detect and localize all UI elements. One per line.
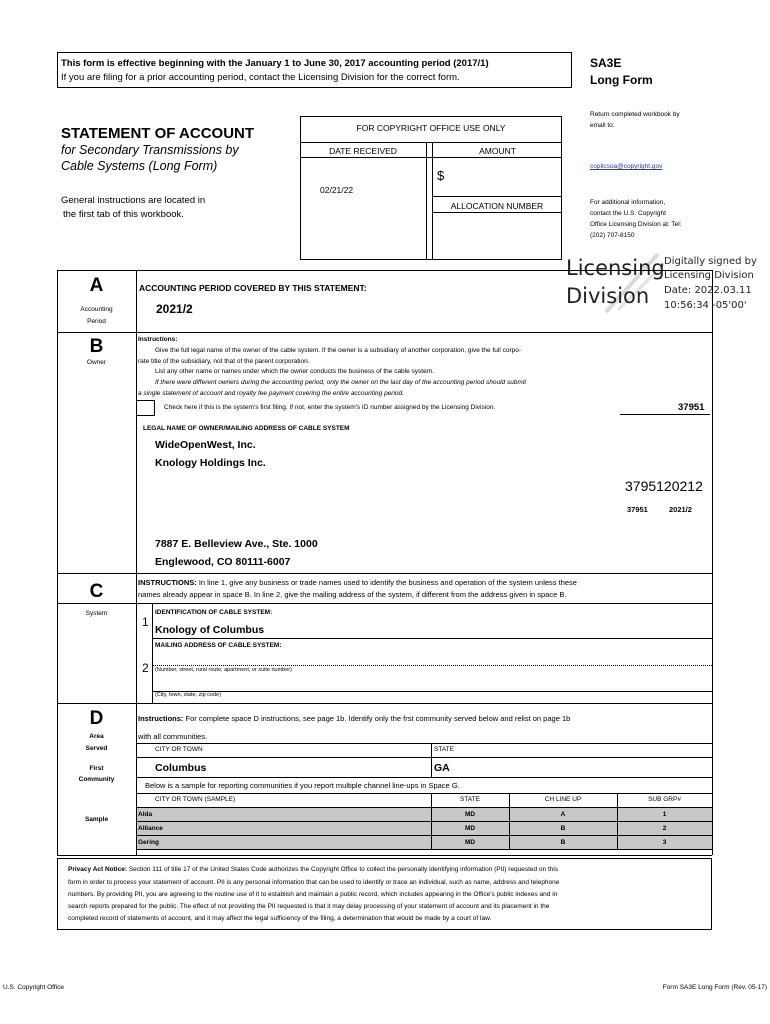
space-c-instr-1	[138, 578, 577, 587]
space-c-instr-2: names already appear in space B. In line 2, give the mailing address of the system, if different from the address given in space B.	[138, 590, 567, 599]
form-type: Long Form	[590, 73, 653, 87]
privacy-head: Privacy Act Notice:	[68, 866, 128, 873]
return-line2: email to:	[590, 122, 615, 129]
city-state-zip-hint: (City, town, state, zip code)	[155, 692, 221, 698]
accounting-period-heading: ACCOUNTING PERIOD COVERED BY THIS STATEMENT:	[139, 283, 367, 293]
form-subtitle-1: for Secondary Transmissions by	[61, 143, 239, 157]
sample-row-2-subgrp: 2	[662, 825, 667, 832]
form-subtitle-2: Cable Systems (Long Form)	[61, 159, 218, 173]
owner-address-2: Englewood, CO 80111-6007	[155, 556, 291, 568]
space-d-label-4: Community	[78, 776, 115, 783]
privacy-line-4: search reports prepared for the public. The effect of not providing the PII requested is that it may delay processing of your statement of account and its placement in the	[68, 903, 550, 910]
addl-info-4: (202) 707-8150	[590, 232, 635, 239]
cable-system-mailing-label: MAILING ADDRESS OF CABLE SYSTEM:	[155, 642, 282, 649]
privacy-line-2: form in order to process your statement of account. PII is any personal information that can be used to identify or trace an individual, such as name, address and telephone	[68, 879, 560, 886]
sample-row-2-state: MD	[464, 825, 476, 832]
space-c-instructions-head: INSTRUCTIONS:	[138, 578, 197, 587]
sample-header-state: STATE	[460, 796, 480, 803]
form-title: STATEMENT OF ACCOUNT	[61, 125, 255, 142]
first-community-city: Columbus	[155, 762, 207, 774]
addl-info-3: Office Licensing Division at: Tel:	[590, 221, 682, 228]
space-d-instr-1-text: For complete space D instructions, see page 1b. Identify only the frst community served below and relist on page 1b	[183, 714, 571, 723]
signature-name-1: Licensing	[566, 256, 665, 280]
cable-system-id-label: IDENTIFICATION OF CABLE SYSTEM:	[155, 609, 273, 616]
owner-code: 3795120212	[625, 478, 703, 494]
space-c-instr-1-text: In line 1, give any business or trade names used to identify the business and operation of the system unless these	[196, 578, 577, 587]
street-address-hint: (Number, street, rural route, apartment, or suite number)	[155, 667, 292, 673]
space-b-letter: B	[89, 336, 104, 357]
notice-line1: This form is effective beginning with the January 1 to June 30, 2017 accounting period (2017/1)	[61, 58, 489, 69]
space-d-letter: D	[89, 708, 104, 729]
owner-name-2: Knology Holdings Inc.	[155, 457, 266, 469]
signature-detail-3: Date: 2022.03.11	[664, 285, 752, 296]
signature-name-2: Division	[566, 284, 650, 308]
addl-info-1: For additional information,	[590, 199, 666, 206]
amount-value: $	[437, 168, 445, 183]
office-use-header: FOR COPYRIGHT OFFICE USE ONLY	[356, 123, 506, 133]
owner-name-1: WideOpenWest, Inc.	[155, 439, 256, 451]
space-b-instr-3: List any other name or names under which the owner conducts the business of the cable system.	[155, 368, 434, 375]
sample-note: Below is a sample for reporting communities if you report multiple channel line-ups in Space G.	[145, 781, 460, 790]
general-instructions-2: the first tab of this workbook.	[63, 209, 184, 220]
space-b-label: Owner	[86, 359, 107, 366]
space-d-instr-2: with all communities.	[138, 732, 208, 741]
sample-row-1-state: MD	[464, 811, 476, 818]
space-a-label-2: Period	[87, 318, 106, 325]
space-c-line-2-number: 2	[142, 661, 149, 675]
privacy-line-1	[68, 866, 558, 873]
space-a-label-1: Accounting	[80, 306, 113, 313]
cable-system-name: Knology of Columbus	[155, 624, 265, 636]
first-community-state: GA	[434, 762, 450, 774]
signature-detail-1: Digitally signed by	[664, 256, 757, 267]
sample-row-2-city: Alliance	[138, 825, 163, 832]
city-or-town-header: CITY OR TOWN	[155, 746, 203, 753]
form-code: SA3E	[590, 56, 622, 70]
space-d-label-5: Sample	[84, 816, 109, 823]
privacy-line-3: numbers. By providing PII, you are agreeing to the routine use of it to establish and maintain a public record, which includes appearing in the Office's public indexes and in	[68, 891, 558, 898]
space-b-instr-5: a single statement of account and royalty fee payment covering the entire accounting period.	[138, 390, 404, 397]
space-b-instr-1: Give the full legal name of the owner of the cable system. If the owner is a subsidiary of another corporation, give the full corpo-	[155, 347, 521, 354]
space-b-instr-4: If there were different owners during the accounting period, only the owner on the last day of the accounting period should submit	[155, 379, 527, 386]
sample-row-3-state: MD	[464, 839, 476, 846]
owner-address-1: 7887 E. Belleview Ave., Ste. 1000	[155, 538, 318, 550]
space-c-label: System	[85, 610, 108, 617]
privacy-line-5: completed record of statements of account, and it may affect the legal sufficiency of the filing, a determination that would be made by a court of law.	[68, 915, 492, 922]
sample-row-2-lineup: B	[560, 825, 566, 832]
signature-detail-2: Licensing Division	[664, 270, 754, 281]
allocation-number-label: ALLOCATION NUMBER	[450, 201, 544, 211]
privacy-line-1-text: Section 111 of title 17 of the United States Code authorizes the Copyright Office to collect the personally identifying information (PII) requested on this	[127, 866, 559, 873]
space-d-label-2: Served	[85, 745, 108, 752]
sample-row-3-city: Gering	[138, 839, 159, 846]
owner-code-period: 2021/2	[669, 505, 692, 514]
footer-form-rev: Form SA3E Long Form (Rev. 05-17)	[662, 984, 767, 991]
space-d-label-1: Area	[89, 733, 104, 740]
signature-detail-4: 10:56:34 -05'00'	[664, 300, 747, 311]
notice-line2: If you are filing for a prior accounting period, contact the Licensing Division for the correct form.	[61, 72, 460, 83]
general-instructions-1: General instructions are located in	[61, 195, 206, 206]
footer-office: U.S. Copyright Office	[3, 984, 64, 991]
date-received-label: DATE RECEIVED	[329, 146, 397, 156]
sample-row-1-city: Alda	[138, 811, 153, 818]
sample-header-lineup: CH LINE UP	[544, 796, 582, 803]
sample-row-1-lineup: A	[560, 811, 566, 818]
first-filing-text: Check here if this is the system's first filing. If not, enter the system's ID number assigned by the Licensing Division.	[164, 404, 496, 411]
space-a-letter: A	[89, 275, 104, 296]
legal-name-label: LEGAL NAME OF OWNER/MAILING ADDRESS OF CABLE SYSTEM	[143, 425, 350, 432]
sample-row-3-subgrp: 3	[662, 839, 667, 846]
return-line1: Return completed workbook by	[590, 111, 680, 118]
space-c-letter: C	[89, 581, 104, 602]
amount-label: AMOUNT	[479, 146, 516, 156]
owner-code-id: 37951	[627, 505, 648, 514]
sample-header-subgrp: SUB GRP#	[648, 796, 681, 803]
sample-row-1-subgrp: 1	[662, 811, 667, 818]
accounting-period-value: 2021/2	[156, 302, 193, 316]
date-received-value: 02/21/22	[320, 185, 354, 195]
sample-row-3-lineup: B	[560, 839, 566, 846]
space-d-instructions-head: Instructions:	[138, 714, 184, 723]
space-b-instructions-head: Instructions:	[138, 336, 178, 343]
return-email-link[interactable]: coplicsoa@copyright.gov	[590, 163, 663, 170]
space-c-line-1-number: 1	[142, 615, 149, 629]
system-id-value: 37951	[678, 402, 705, 413]
sample-header-city: CITY OR TOWN (SAMPLE)	[155, 796, 236, 803]
space-d-instr-1	[138, 714, 570, 723]
space-b-instr-2: rate title of the subsidiary, not that of the parent corporation.	[138, 358, 310, 365]
first-filing-checkbox[interactable]	[136, 400, 155, 416]
state-header: STATE	[434, 746, 454, 753]
space-d-label-3: First	[89, 765, 104, 772]
addl-info-2: contact the U.S. Copyright	[590, 210, 666, 217]
